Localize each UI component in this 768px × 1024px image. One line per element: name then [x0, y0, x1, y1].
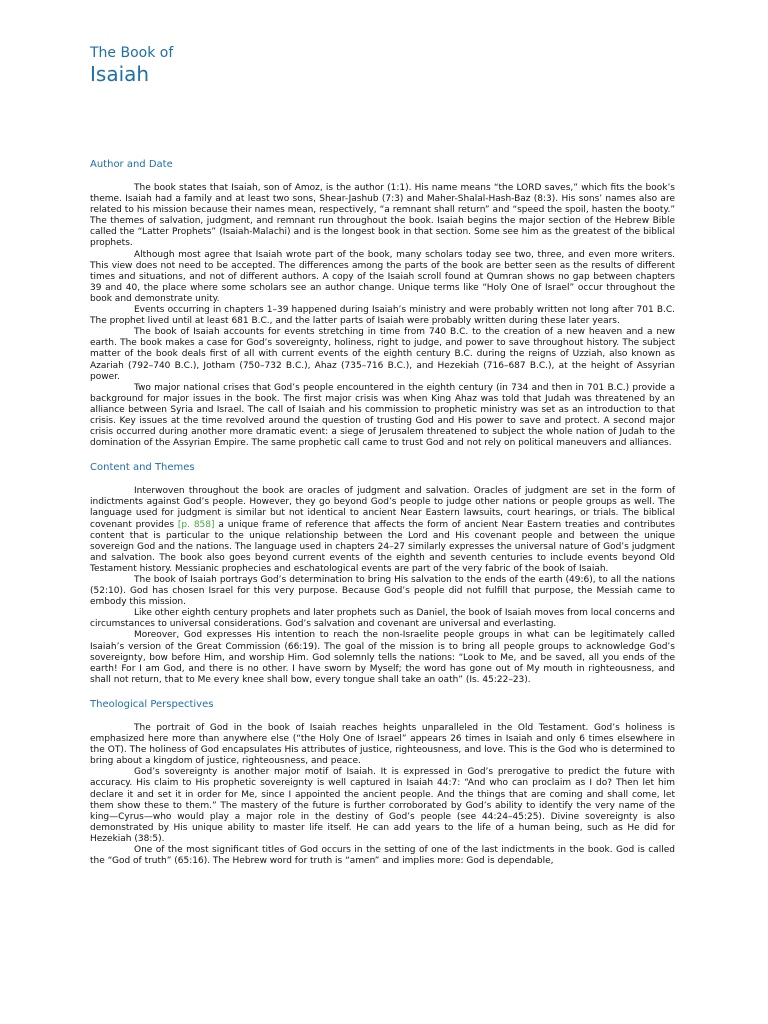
paragraph: One of the most significant titles of God occurs in the setting of one of the last indictments in the book. God is called the “God of truth” (65:16). The Hebrew word for truth is “amen” and implies more: God is dependable,	[90, 844, 675, 867]
paragraph	[90, 486, 675, 575]
paragraph: Two major national crises that God’s people encountered in the eighth century (in 734 and then in 701 B.C.) provide a background for major issues in the book. The first major crisis was when King Ahaz was told that Judah was threatened by an alliance between Syria and Israel. The call of Isaiah and his commission to prophetic ministry was set as an introduction to that crisis. Key issues at the time revolved around the question of trusting God and His power to save and protect. A second major crisis occurred during another more dramatic event: a siege of Jerusalem threatened to subject the whole nation of Judah to the domination of the Assyrian Empire. The same prophetic call came to trust God and not rely on political maneuvers and alliances.	[90, 382, 675, 449]
section-author-and-date	[90, 158, 675, 449]
paragraph: Moreover, God expresses His intention to reach the non-Israelite people groups in what can be legitimately called Isaiah’s version of the Great Commission (66:19). The goal of the mission is to bring all people groups to acknowledge God’s sovereignty, bow before Him, and worship Him. God solemnly tells the nations: “Look to Me, and be saved, all you ends of the earth! For I am God, and there is no other. I have sworn by Myself; the word has gone out of My mouth in righteousness, and shall not return, that to Me every knee shall bow, every tongue shall take an oath” (Is. 45:22–23).	[90, 630, 675, 685]
document-body	[90, 158, 675, 879]
paragraph: The portrait of God in the book of Isaiah reaches heights unparalleled in the Old Testament. God’s holiness is emphasized here more than anywhere else (“the Holy One of Israel” appears 26 times in Isaiah and only 6 times elsewhere in the OT). The holiness of God encapsulates His attributes of justice, righteousness, and love. This is the God who is determined to bring about a kingdom of justice, righteousness, and peace.	[90, 722, 675, 767]
paragraph: The book of Isaiah portrays God’s determination to bring His salvation to the ends of the earth (49:6), to all the nations (52:10). God has chosen Israel for this very purpose. Because God’s people did not fulfill that purpose, the Messiah came to embody this mission.	[90, 575, 675, 608]
book-title: Isaiah	[90, 62, 150, 86]
section-theological-perspectives	[90, 698, 675, 867]
paragraph-text: a unique frame of reference that affects the form of ancient Near Eastern treaties and contributes content that is particular to the unique relationship between the Lord and His covenant people and between the unique sovereign God and the nations. The language used in chapters 24–27 similarly expresses the universal nature of God’s judgment and salvation. The book also goes beyond current events of the eighth and seventh centuries to include events beyond Old Testament history. Messianic prophecies and eschatological events are part of the very fabric of the book of Isaiah.	[90, 519, 675, 574]
paragraph: The book of Isaiah accounts for events stretching in time from 740 B.C. to the creation of a new heaven and a new earth. The book makes a case for God’s sovereignty, holiness, right to judge, and power to save throughout history. The subject matter of the book deals first of all with current events of the eighth century B.C. during the reigns of Uzziah, also known as Azariah (792–740 B.C.), Jotham (750–732 B.C.), Ahaz (735–716 B.C.), and Hezekiah (716–687 B.C.), at the height of Assyrian power.	[90, 327, 675, 382]
paragraph: Like other eighth century prophets and later prophets such as Daniel, the book of Isaiah moves from local concerns and circumstances to universal considerations. God’s salvation and covenant are universal and everlasting.	[90, 608, 675, 630]
paragraph: Events occurring in chapters 1–39 happened during Isaiah’s ministry and were probably written not long after 701 B.C. The prophet lived until at least 681 B.C., and the latter parts of Isaiah were probably written during these later years.	[90, 305, 675, 327]
paragraph: Although most agree that Isaiah wrote part of the book, many scholars today see two, three, and even more writers. This view does not need to be accepted. The differences among the parts of the book are better seen as the results of different times and situations, and not of different authors. A copy of the Isaiah scroll found at Qumran shows no gap between chapters 39 and 40, the place where some scholars see an author change. Unique terms like “Holy One of Israel” occur throughout the book and demonstrate unity.	[90, 249, 675, 304]
section-content-and-themes	[90, 461, 675, 686]
paragraph: God’s sovereignty is another major motif of Isaiah. It is expressed in God’s prerogative to predict the future with accuracy. His claim to His prophetic sovereignty is well captured in Isaiah 44:7: “And who can proclaim as I do? Then let him declare it and set it in order for Me, since I appointed the ancient people. And the things that are coming and shall come, let them show these to them.” The mastery of the future is further corroborated by God’s ability to identify the very name of the king—Cyrus—who would play a major role in the destiny of God’s people (see 44:24–45:25). Divine sovereignty is also demonstrated by His unique ability to master life itself. He can add years to the life of a human being, such as He did for Hezekiah (38:5).	[90, 767, 675, 844]
section-heading: Content and Themes	[90, 462, 195, 474]
book-subtitle: The Book of	[90, 45, 174, 61]
paragraph: The book states that Isaiah, son of Amoz, is the author (1:1). His name means “the LORD saves,” which fits the book’s theme. Isaiah had a family and at least two sons, Shear-Jashub (7:3) and Maher-Shalal-Hash-Baz (8:3). His sons’ names also are related to his mission because their names mean, respectively, “a remnant shall return” and “speed the spoil, hasten the booty.” The themes of salvation, judgment, and remnant run throughout the book. Isaiah begins the major section of the Hebrew Bible called the “Latter Prophets” (Isaiah-Malachi) and is the longest book in that section. Some see him as the greatest of the biblical prophets.	[90, 183, 675, 249]
section-heading: Theological Perspectives	[90, 698, 214, 710]
page-reference-link[interactable]: [p. 858]	[177, 519, 215, 530]
paragraph-text: Interwoven throughout the book are oracles of judgment and salvation. Oracles of judgment are set in the form of indictments against God’s people. However, they go beyond God’s people to judge other nations or people groups as well. The language used for judgment is similar but not identical to ancient Near Eastern lawsuits, court hearings, or trials. The biblical covenant provides	[90, 486, 675, 530]
section-heading: Author and Date	[90, 159, 173, 170]
